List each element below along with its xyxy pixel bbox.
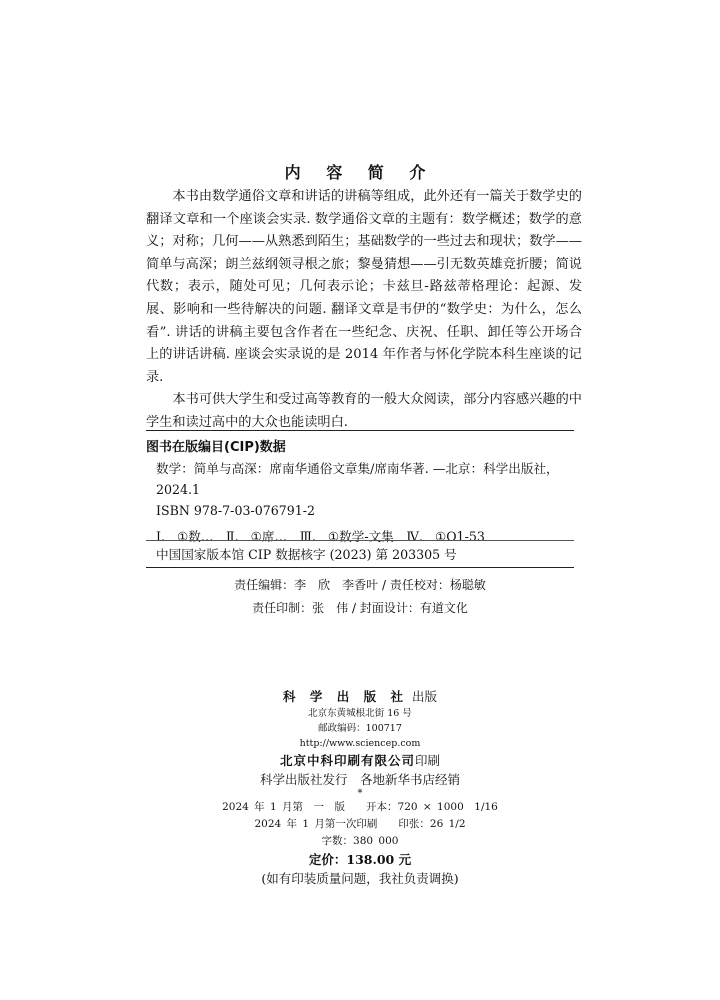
publisher-name: 科 学 出 版 社 <box>283 689 408 704</box>
cip-classification: Ⅰ. ①数… Ⅱ. ①席… Ⅲ. ①数学-文集 Ⅳ. ①O1-53 <box>156 529 485 544</box>
editorial-credits <box>0 574 720 620</box>
intro-body <box>146 186 582 435</box>
printing-line: 2024 年 1 月第一次印刷 印张：26 1/2 <box>254 818 466 830</box>
cip-year-line: 2024.1 <box>156 482 201 497</box>
intro-title: 内 容 简 介 <box>284 163 436 182</box>
separator-star: * <box>357 788 363 799</box>
printer-line <box>0 751 720 771</box>
printer-suffix: 印刷 <box>415 753 441 768</box>
intro-paragraph: 本书可供大学生和受过高等教育的一般大众阅读，部分内容感兴趣的中学生和读过高中的大众也能读明白. <box>146 392 582 430</box>
printer-name: 北京中科印刷有限公司 <box>279 753 415 768</box>
price: 定价：138.00 元 <box>308 852 412 867</box>
quality-notice: (如有印装质量问题，我社负责调换) <box>261 871 459 886</box>
cip-bottom-rule <box>146 567 574 568</box>
publisher-address: 北京东黄城根北街 16 号 <box>308 708 412 719</box>
cip-record <box>146 458 576 550</box>
cip-record-number: 中国国家版本馆 CIP 数据核字 (2023) 第 203305 号 <box>156 547 457 562</box>
publisher-line <box>0 688 720 706</box>
cip-divider <box>146 540 574 541</box>
intro-paragraph: 本书由数学通俗文章和讲话的讲稿等组成，此外还有一篇关于数学史的翻译文章和一个座谈会实录. 数学通俗文章的主题有：数学概述；数学的意义；对称；几何——从熟悉到陌生；基础数学的一些过去和现状；数学——简单与高深；朗兰兹纲领寻根之旅；黎曼猜想——引无数英雄竞折腰；简说代数；表示，随处可见；几何表示论；卡兹旦-路兹蒂格理论：起源、发展、影响和一些待解决的问题. 翻译文章是韦伊的“数学史：为什么，怎么看”. 讲话的讲稿主要包含作者在一些纪念、庆祝、任职、卸任等公开场合上的讲话讲稿. 座谈会实录说的是 2014 年作者与怀化学院本科生座谈的记录. <box>146 189 582 385</box>
word-count: 字数：380 000 <box>321 835 399 847</box>
cip-isbn: ISBN 978-7-03-076791-2 <box>156 503 316 518</box>
postcode: 邮政编码：100717 <box>318 723 402 734</box>
distribution-line: 科学出版社发行 各地新华书店经销 <box>259 772 460 787</box>
credit-line-production: 责任印制：张 伟 / 封面设计：有道文化 <box>252 601 468 615</box>
cip-top-rule <box>146 430 574 431</box>
edition-line: 2024 年 1 月第 一 版 开本：720 × 1000 1/16 <box>222 801 498 813</box>
website: http://www.sciencep.com <box>299 738 421 749</box>
credit-line-editors: 责任编辑：李 欣 李香叶 / 责任校对：杨聪敏 <box>234 578 486 592</box>
cip-title-line: 数学：简单与高深：席南华通俗文章集/席南华著. —北京：科学出版社， <box>156 461 559 476</box>
publisher-suffix: 出版 <box>411 689 437 704</box>
cip-heading: 图书在版编目(CIP)数据 <box>146 440 286 455</box>
publication-imprint <box>0 688 720 888</box>
